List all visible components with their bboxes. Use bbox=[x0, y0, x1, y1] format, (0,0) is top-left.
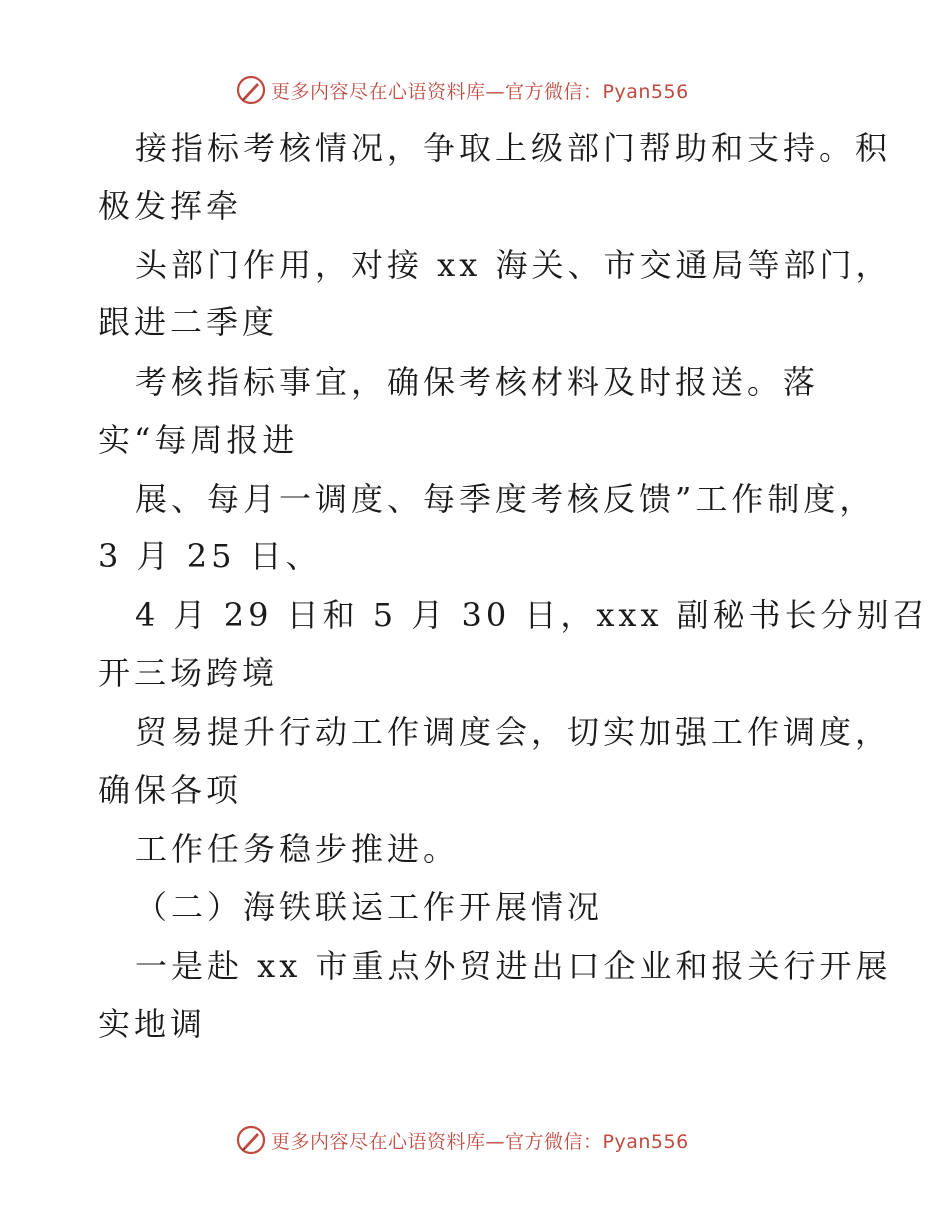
header-watermark-banner bbox=[235, 72, 689, 108]
text-line: 跟进二季度 bbox=[98, 303, 279, 341]
text-line: 实“每周报进 bbox=[98, 421, 299, 459]
text-line: 工作任务稳步推进。 bbox=[135, 830, 460, 868]
quill-logo-icon bbox=[235, 74, 267, 106]
text-line: 贸易提升行动工作调度会，切实加强工作调度， bbox=[135, 713, 892, 751]
text-line: 确保各项 bbox=[98, 771, 243, 809]
footer-watermark-text: 更多内容尽在心语资料库—官方微信：Pyan556 bbox=[271, 1130, 689, 1153]
text-line: 展、每月一调度、每季度考核反馈”工作制度， bbox=[135, 480, 876, 518]
text-line: 头部门作用，对接 xx 海关、市交通局等部门， bbox=[135, 246, 892, 284]
text-line: 实地调 bbox=[98, 1005, 207, 1043]
quill-logo-icon bbox=[235, 1124, 267, 1156]
text-line: 极发挥牵 bbox=[98, 187, 243, 225]
text-line: 3 月 25 日、 bbox=[98, 537, 322, 575]
section-heading: （二）海铁联运工作开展情况 bbox=[135, 888, 604, 926]
footer-watermark-banner bbox=[235, 1122, 689, 1158]
text-line: 考核指标事宜，确保考核材料及时报送。落 bbox=[135, 363, 820, 401]
text-line: 接指标考核情况，争取上级部门帮助和支持。积 bbox=[135, 129, 892, 167]
text-line: 4 月 29 日和 5 月 30 日，xxx 副秘书长分别召 bbox=[135, 596, 929, 634]
text-line: 开三场跨境 bbox=[98, 654, 279, 692]
text-line: 一是赴 xx 市重点外贸进出口企业和报关行开展 bbox=[135, 947, 892, 985]
header-watermark-text: 更多内容尽在心语资料库—官方微信：Pyan556 bbox=[271, 80, 689, 103]
